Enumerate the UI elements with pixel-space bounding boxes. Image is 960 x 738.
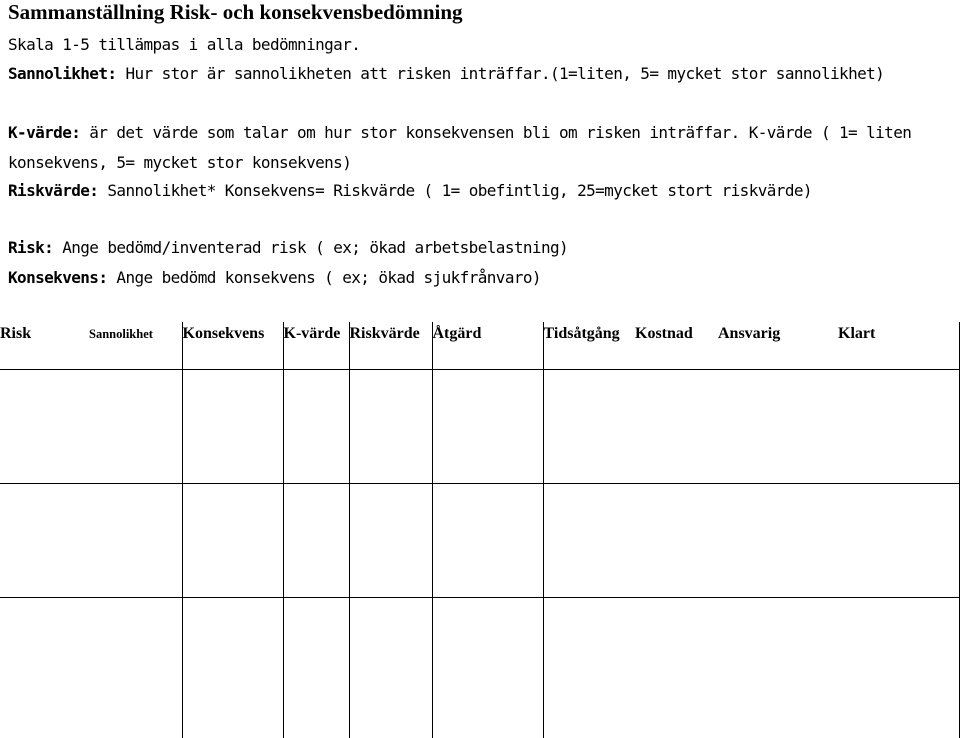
column-header-klart: Klart — [838, 322, 959, 370]
line-text: Ange bedömd/inventerad risk ( ex; ökad arbetsbelastning) — [53, 238, 568, 257]
line-text: Skala 1-5 tillämpas i alla bedömningar. — [8, 35, 360, 54]
table-cell[interactable] — [432, 598, 543, 738]
line-label: Riskvärde: — [8, 181, 98, 200]
table-cell[interactable] — [718, 484, 838, 598]
definition-risk — [8, 233, 938, 263]
table-cell[interactable] — [283, 370, 349, 484]
column-header-ansvarig: Ansvarig — [718, 322, 838, 370]
column-header-konsekvens: Konsekvens — [182, 322, 283, 370]
table-cell[interactable] — [89, 598, 182, 738]
line-label: Sannolikhet: — [8, 64, 116, 83]
line-text: Ange bedömd konsekvens ( ex; ökad sjukfrånvaro) — [107, 268, 541, 287]
definition-k-varde — [8, 118, 938, 177]
table-header-row — [0, 322, 959, 370]
table-cell[interactable] — [182, 598, 283, 738]
table-cell[interactable] — [718, 598, 838, 738]
document-title: Sammanställning Risk- och konsekvensbedömning — [8, 0, 463, 24]
column-header-atgard: Åtgärd — [432, 322, 543, 370]
table-cell[interactable] — [432, 370, 543, 484]
table-cell[interactable] — [0, 370, 89, 484]
line-label: Risk: — [8, 238, 53, 257]
table-cell[interactable] — [838, 484, 959, 598]
table-cell[interactable] — [283, 484, 349, 598]
table-cell[interactable] — [718, 370, 838, 484]
column-header-risk: Risk — [0, 322, 89, 370]
table-cell[interactable] — [838, 598, 959, 738]
table-cell[interactable] — [0, 598, 89, 738]
definition-konsekvens — [8, 263, 938, 293]
table-cell[interactable] — [543, 598, 635, 738]
scale-note — [8, 30, 938, 60]
table-cell[interactable] — [349, 598, 432, 738]
definition-sannolikhet — [8, 59, 938, 89]
column-header-sannolikhet: Sannolikhet — [89, 322, 182, 370]
table-cell[interactable] — [283, 598, 349, 738]
table-cell[interactable] — [635, 484, 718, 598]
table-cell[interactable] — [182, 370, 283, 484]
line-text: Sannolikhet* Konsekvens= Riskvärde ( 1= obefintlig, 25=mycket stort riskvärde) — [98, 181, 812, 200]
line-text: Hur stor är sannolikheten att risken inträffar.(1=liten, 5= mycket stor sannolikhet) — [116, 64, 884, 83]
table-row — [0, 598, 959, 738]
table-cell[interactable] — [543, 484, 635, 598]
table-cell[interactable] — [635, 370, 718, 484]
table-cell[interactable] — [838, 370, 959, 484]
table-cell[interactable] — [635, 598, 718, 738]
column-header-k-varde: K-värde — [283, 322, 349, 370]
table-cell[interactable] — [349, 370, 432, 484]
line-text: är det värde som talar om hur stor konsekvensen bli om risken inträffar. K-värde ( 1= liten konsekvens, 5= mycket stor konsekvens) — [8, 123, 911, 172]
column-header-riskvarde: Riskvärde — [349, 322, 432, 370]
table-cell[interactable] — [182, 484, 283, 598]
risk-table — [0, 322, 960, 738]
table-cell[interactable] — [89, 370, 182, 484]
column-header-tidsatgang: Tidsåtgång — [543, 322, 635, 370]
line-label: Konsekvens: — [8, 268, 107, 287]
definition-riskvarde — [8, 176, 938, 206]
table-cell[interactable] — [89, 484, 182, 598]
table-cell[interactable] — [349, 484, 432, 598]
line-label: K-värde: — [8, 123, 80, 142]
table-row — [0, 484, 959, 598]
table-cell[interactable] — [0, 484, 89, 598]
table-row — [0, 370, 959, 484]
table-cell[interactable] — [432, 484, 543, 598]
table-cell[interactable] — [543, 370, 635, 484]
column-header-kostnad: Kostnad — [635, 322, 718, 370]
